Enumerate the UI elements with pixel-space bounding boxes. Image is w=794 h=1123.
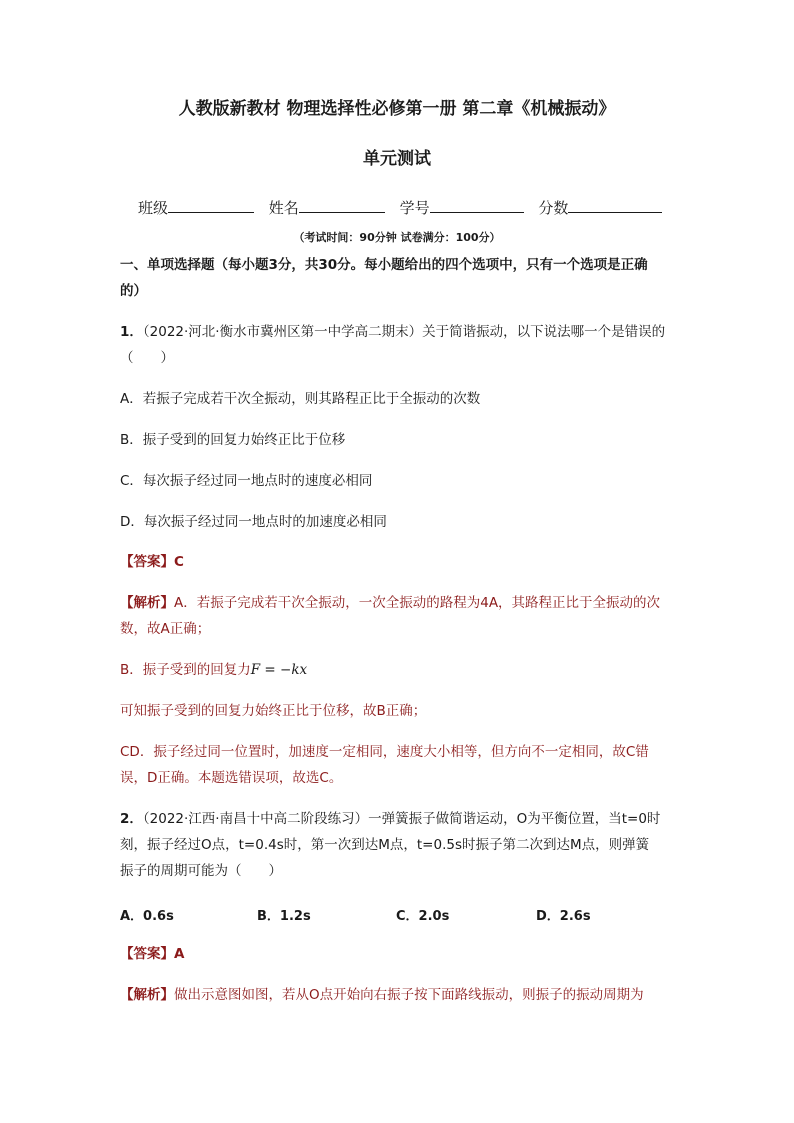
name-field-blank[interactable] [299, 197, 385, 213]
section-heading-line2: 的） [120, 283, 147, 299]
q1-analysis-line1 [120, 594, 660, 612]
q1-analysis-label: 【解析】 [120, 595, 174, 611]
q2-analysis-label: 【解析】 [120, 987, 174, 1003]
q2-option-d: D．2.6s [536, 909, 591, 924]
q1-number: 1． [120, 324, 143, 340]
restoring-force-formula: F = −kx [250, 662, 308, 678]
q1-answer-label: 【答案】 [120, 554, 174, 570]
q1-answer [120, 553, 184, 571]
student-id-field-label: 学号 [399, 199, 430, 217]
q1-analysis-cd-line2: 误，D正确。本题选错误项，故选C。 [120, 770, 343, 786]
q2-stem-line3: 振子的周期可能为（ ） [120, 863, 282, 879]
q1-option-b: B．振子受到的回复力始终正比于位移 [120, 432, 346, 448]
q2-option-a: A．0.6s [120, 909, 174, 924]
class-field-blank[interactable] [168, 197, 254, 213]
score-field-label: 分数 [538, 199, 569, 217]
q1-analysis-b-text: B．振子受到的回复力 [120, 662, 251, 678]
score-field-blank[interactable] [568, 197, 662, 213]
q1-stem-text: （2022·河北·衡水市冀州区第一中学高二期末）关于简谐振动，以下说法哪一个是错误的 [142, 324, 666, 340]
document-subtitle: 单元测试 [363, 149, 431, 169]
q2-answer [120, 945, 184, 963]
q2-stem-line1 [120, 810, 660, 828]
q2-analysis-text: 做出示意图如图，若从O点开始向右振子按下面路线振动，则振子的振动周期为 [174, 987, 644, 1003]
q1-answer-value: C [174, 554, 184, 570]
q1-option-c: C．每次振子经过同一地点时的速度必相同 [120, 473, 373, 489]
q2-number: 2． [120, 811, 143, 827]
q1-analysis-b-line2: 可知振子受到的回复力始终正比于位移，故B正确； [120, 703, 427, 719]
q1-stem-line2: （ ） [120, 350, 174, 366]
student-info-fields [138, 197, 672, 217]
name-field-label: 姓名 [268, 199, 299, 217]
q2-stem-line2: 刻，振子经过O点，t=0.4s时，第一次到达M点，t=0.5s时振子第二次到达M点，则弹簧 [120, 837, 650, 853]
student-id-field-blank[interactable] [430, 197, 524, 213]
q1-option-a: A．若振子完成若干次全振动，则其路程正比于全振动的次数 [120, 391, 481, 407]
q1-option-d: D．每次振子经过同一地点时的加速度必相同 [120, 514, 387, 530]
q1-analysis-cd-line1: CD．振子经过同一位置时，加速度一定相同，速度大小相等，但方向不一定相同，故C错 [120, 744, 649, 760]
exam-info: （考试时间：90分钟 试卷满分：100分） [293, 231, 501, 244]
q2-option-c: C．2.0s [396, 909, 450, 924]
q1-analysis-b-line [120, 661, 307, 679]
section-heading-line1: 一、单项选择题（每小题3分，共30分。每小题给出的四个选项中，只有一个选项是正确 [120, 257, 648, 273]
document-title: 人教版新教材 物理选择性必修第一册 第二章《机械振动》 [178, 99, 616, 119]
class-field-label: 班级 [138, 199, 169, 217]
q1-analysis-line2: 数，故A正确； [120, 621, 211, 637]
q2-stem-text: （2022·江西·南昌十中高二阶段练习）一弹簧振子做简谐运动，O为平衡位置，当t=0时 [142, 811, 661, 827]
q2-option-b: B．1.2s [257, 909, 311, 924]
q1-analysis-a-text: A．若振子完成若干次全振动，一次全振动的路程为4A，其路程正比于全振动的次 [174, 595, 661, 611]
q2-answer-label: 【答案】 [120, 946, 174, 962]
q2-answer-value: A [174, 946, 185, 962]
q1-stem-line1 [120, 323, 665, 341]
q2-analysis-line1 [120, 986, 644, 1004]
